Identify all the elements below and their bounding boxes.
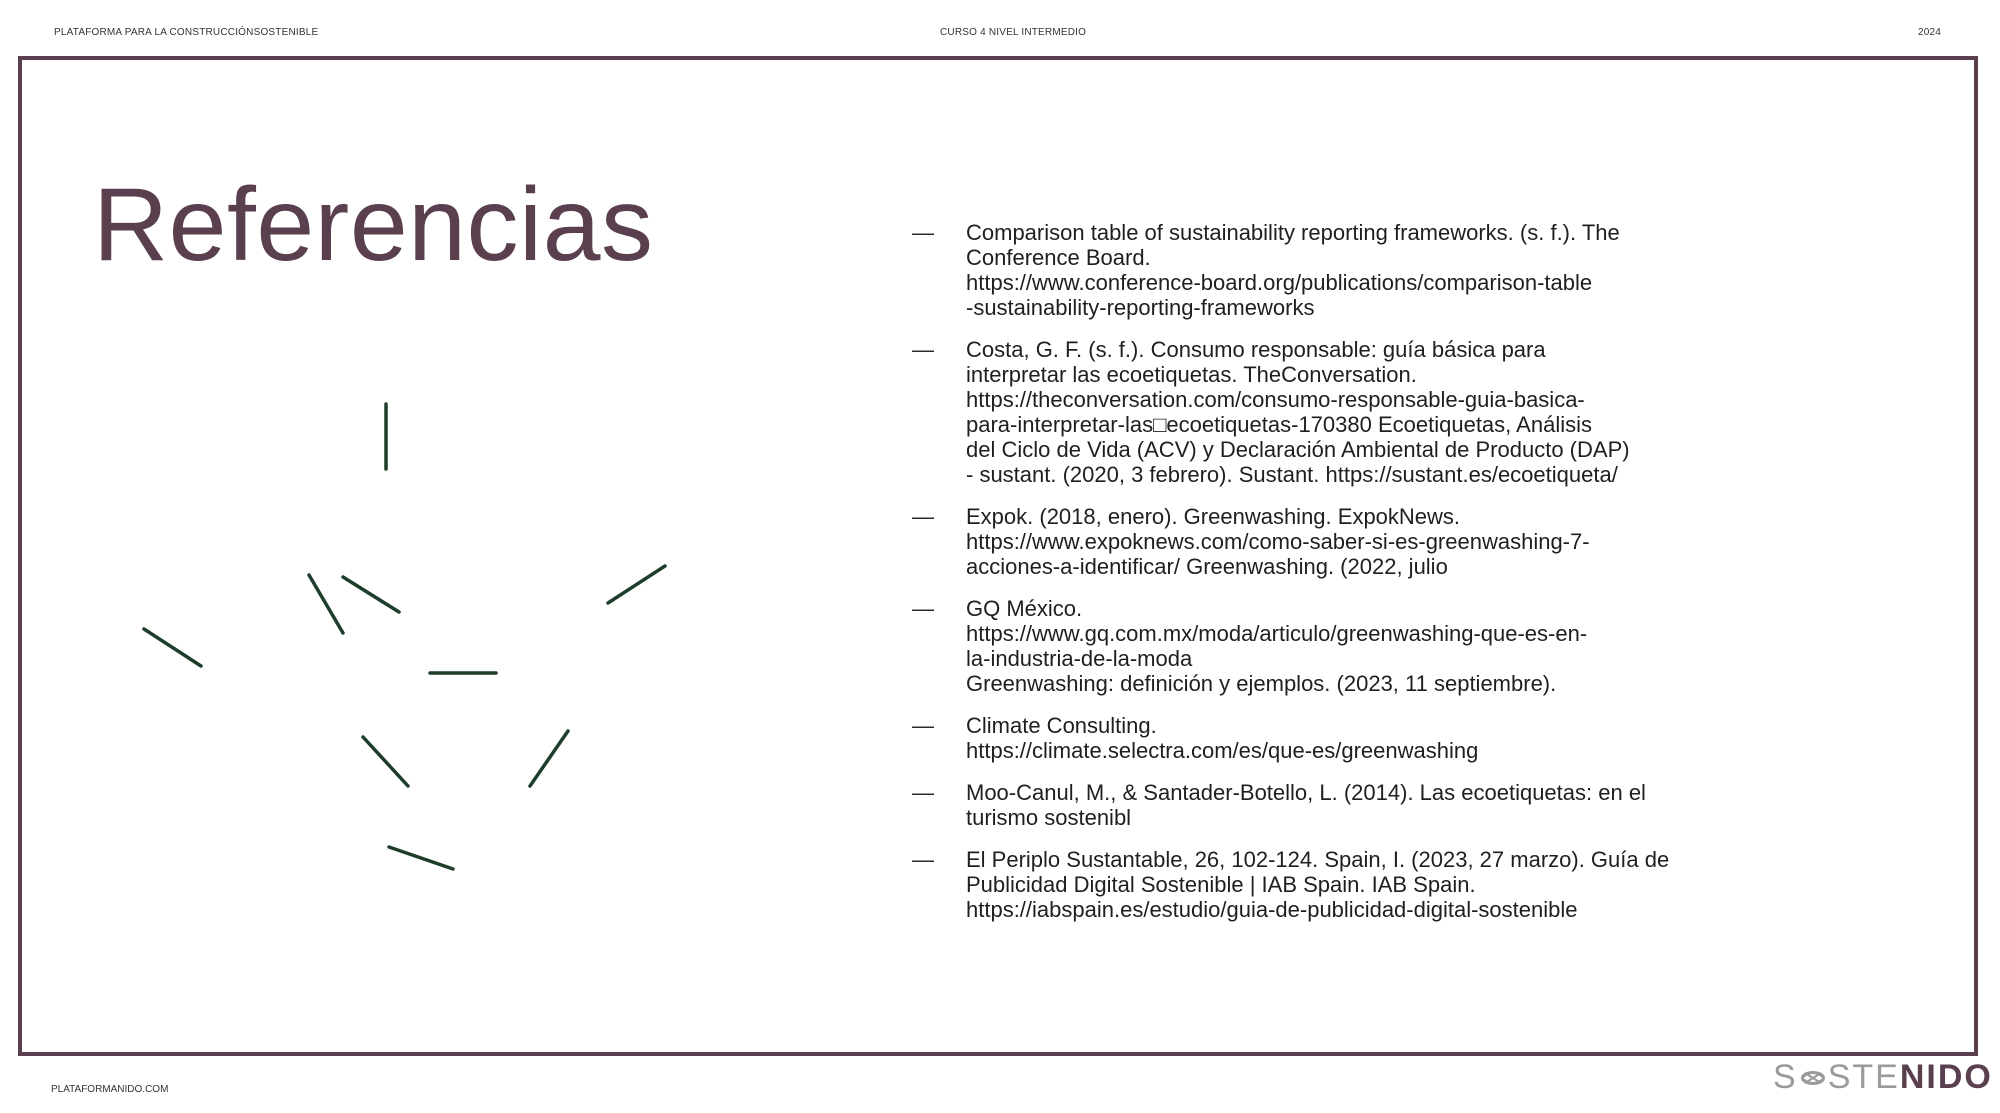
reference-line: Moo-Canul, M., & Santader-Botello, L. (2014). Las ecoetiquetas: en el — [966, 780, 1646, 805]
bullet-dash: — — [912, 713, 934, 738]
reference-line: acciones-a-identificar/ Greenwashing. (2022, julio — [966, 554, 1448, 579]
decor-stroke — [389, 847, 453, 869]
reference-line: Expok. (2018, enero). Greenwashing. ExpokNews. — [966, 504, 1461, 529]
reference-item — [912, 713, 1692, 763]
header-year: 2024 — [1918, 27, 1942, 38]
reference-line: Greenwashing: definición y ejemplos. (2023, 11 septiembre). — [966, 671, 1557, 696]
logo-text-part3: NIDO — [1899, 1058, 1993, 1096]
bullet-dash: — — [912, 220, 934, 245]
reference-item — [912, 847, 1692, 922]
reference-line: https://climate.selectra.com/es/que-es/greenwashing — [966, 738, 1479, 763]
reference-line: del Ciclo de Vida (ACV) y Declaración Ambiental de Producto (DAP) — [966, 437, 1630, 462]
decor-stroke — [530, 731, 568, 786]
header-left-text: PLATAFORMA PARA LA CONSTRUCCIÓNSOSTENIBLE — [54, 27, 319, 38]
reference-line: El Periplo Sustantable, 26, 102-124. Spain, I. (2023, 27 marzo). Guía de — [966, 847, 1670, 872]
reference-line: https://iabspain.es/estudio/guia-de-publicidad-digital-sostenible — [966, 897, 1578, 922]
references-list — [912, 220, 1692, 939]
reference-line: para-interpretar-las□ecoetiquetas-170380 Ecoetiquetas, Análisis — [966, 412, 1592, 437]
decor-stroke — [144, 629, 201, 666]
bullet-dash: — — [912, 596, 934, 621]
reference-line: https://www.conference-board.org/publications/comparison-table — [966, 270, 1593, 295]
bullet-dash: — — [912, 504, 934, 529]
bullet-dash: — — [912, 780, 934, 805]
header-center-text: CURSO 4 NIVEL INTERMEDIO — [940, 27, 1087, 38]
reference-line: Conference Board. — [966, 245, 1151, 270]
bullet-dash: — — [912, 847, 934, 872]
reference-item — [912, 780, 1692, 830]
logo-text-part1: S — [1773, 1058, 1798, 1096]
footer-website: PLATAFORMANIDO.COM — [51, 1084, 169, 1095]
nest-logo-icon — [1799, 1064, 1827, 1092]
decor-stroke — [363, 737, 408, 786]
reference-line: Publicidad Digital Sostenible | IAB Spain. IAB Spain. — [966, 872, 1476, 897]
reference-line: interpretar las ecoetiquetas. TheConversation. — [966, 362, 1417, 387]
brand-logo — [1773, 1060, 1993, 1094]
decor-stroke — [309, 575, 343, 633]
reference-line: - sustant. (2020, 3 febrero). Sustant. https://sustant.es/ecoetiqueta/ — [966, 462, 1618, 487]
decor-stroke — [343, 577, 399, 612]
reference-item — [912, 596, 1692, 696]
reference-line: -sustainability-reporting-frameworks — [966, 295, 1315, 320]
bullet-dash: — — [912, 337, 934, 362]
reference-line: https://www.gq.com.mx/moda/articulo/greenwashing-que-es-en- — [966, 621, 1588, 646]
slide-title: Referencias — [93, 167, 654, 283]
reference-item — [912, 504, 1692, 579]
reference-item — [912, 220, 1692, 320]
decor-stroke — [608, 566, 665, 603]
reference-line: la-industria-de-la-moda — [966, 646, 1193, 671]
reference-line: turismo sostenibl — [966, 805, 1132, 830]
logo-text-part2: STE — [1827, 1058, 1900, 1096]
reference-item — [912, 337, 1692, 487]
reference-line: Costa, G. F. (s. f.). Consumo responsable: guía básica para — [966, 337, 1546, 362]
reference-line: https://www.expoknews.com/como-saber-si-es-greenwashing-7- — [966, 529, 1590, 554]
reference-line: Comparison table of sustainability reporting frameworks. (s. f.). The — [966, 220, 1620, 245]
reference-line: https://theconversation.com/consumo-responsable-guia-basica- — [966, 387, 1585, 412]
reference-line: Climate Consulting. — [966, 713, 1157, 738]
reference-line: GQ México. — [966, 596, 1083, 621]
